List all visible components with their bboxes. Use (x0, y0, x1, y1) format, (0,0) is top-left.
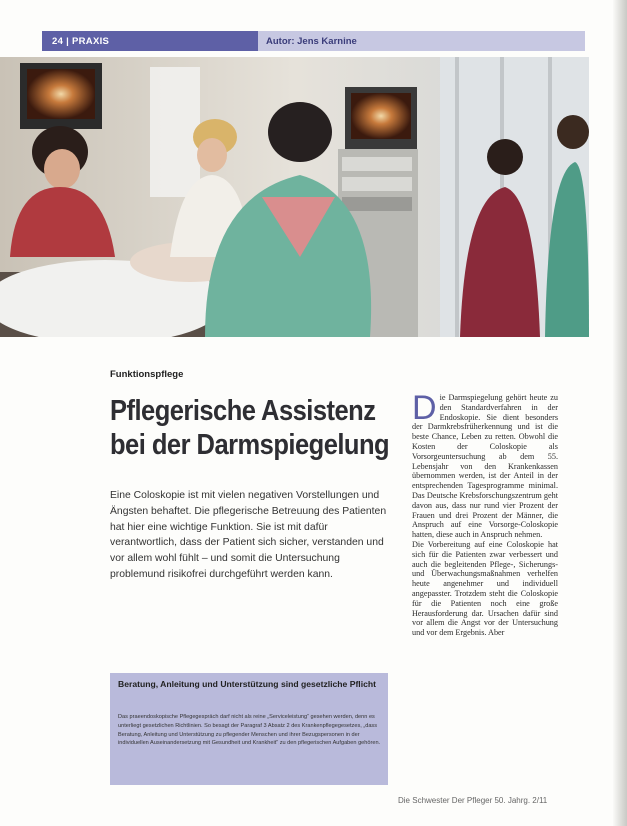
body-text-1: ie Darmspiegelung gehört heute zu den Standardverfahren in der Endoskopie. Sie dient besonders der Darmkrebsfrüherkennung und ist die beste Chance, Leben zu retten. Obwohl die Kosten der Coloskopie als Vorsorgeuntersuchung ab dem 55. Lebensjahr von den Krankenkassen übernommen werden, ist der Anteil in der entsprechenden Tagesprogramme minimal. Das Deutsche Krebsforschungszentrum geht davon aus, dass nur rund vier Prozent der Frauen und drei Prozent der Männer, die Anspruch auf eine Vorsorge-Coloskopie hatten, diese auch in Anspruch nehmen. (412, 393, 558, 540)
body-column (412, 389, 558, 638)
author-bar (258, 31, 585, 51)
author-label: Autor: Jens Karnine (266, 36, 357, 47)
info-box-heading: Beratung, Anleitung und Unterstützung sind gesetzliche Pflicht (118, 679, 376, 689)
article-title (110, 394, 390, 462)
endoscopy-photo (0, 57, 589, 337)
title-line-2: bei der Darmspiegelung (110, 429, 390, 461)
title-line-1: Pflegerische Assistenz (110, 395, 376, 427)
info-box (110, 673, 388, 785)
body-text-2: Die Vorbereitung auf eine Coloskopie hat sich für die Patienten zwar verbessert und auch die begleitenden Pflege-, Sicherungs- und Überwachungsmaßnahmen verhelfen heute angenehmer und individuell angepasster. Trotzdem steht die Coloskopie für die Patienten noch eine große Herausforderung dar. Ursachen dafür sind vor allem die Angst vor der Untersuchung und vor dem Ergebnis. Aber (412, 539, 558, 638)
drop-cap: D (412, 389, 437, 427)
page-header (42, 31, 585, 51)
lead-paragraph: Eine Coloskopie ist mit vielen negativen Vorstellungen und Ängsten behaftet. Die pflegerische Betreuung des Patienten hat hier eine wichtige Funktion. Sie ist mit dafür verantwortlich, dass der Patient sich sicher, verstanden und vor allem wohl fühlt – und somit die Untersuchung problemund risikofrei durchgeführt werden kann. (110, 490, 387, 580)
section-label: 24 | PRAXIS (52, 36, 110, 47)
page-footer: Die Schwester Der Pfleger 50. Jahrg. 2/11 (398, 796, 548, 805)
info-box-body: Das praeendoskopische Pflegegespräch darf nicht als reine „Serviceleistung“ gesehen werden, denn es unterliegt gesetzlichen Richtlinien. So besagt der Paragraf 3 Absatz 2 des Krankenpflegegesetzes, „dass Beratung, Anleitung und Unterstützung zu pflegender Menschen und ihrer Bezugspersonen in der individuellen Auseinandersetzung mit Gesundheit und Krankheit“ zu den pflegerischen Aufgaben gehören. (118, 714, 381, 747)
kicker: Funktionspflege (110, 369, 184, 380)
page-edge (613, 0, 627, 826)
